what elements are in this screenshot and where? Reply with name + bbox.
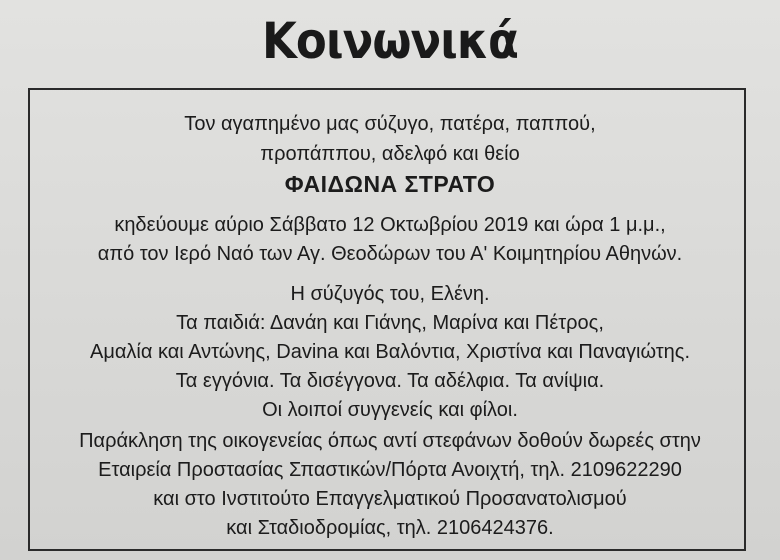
intro-line-2: προπάππου, αδελφό και θείο bbox=[260, 143, 520, 165]
family-wife: Η σύζυγός του, Ελένη. bbox=[290, 283, 490, 305]
family-grandchildren: Τα εγγόνια. Τα δισέγγονα. Τα αδέλφια. Τα ανίψια. bbox=[175, 370, 605, 392]
funeral-line-1: κηδεύουμε αύριο Σάββατο 12 Οκτωβρίου 2019 και ώρα 1 μ.μ., bbox=[114, 214, 666, 236]
deceased-name: ΦΑΙΔΩΝΑ ΣΤΡΑΤΟ bbox=[284, 171, 496, 197]
intro-line-1: Τον αγαπημένο μας σύζυγο, πατέρα, παππού, bbox=[184, 113, 596, 135]
family-relatives: Οι λοιποί συγγενείς και φίλοι. bbox=[262, 399, 518, 421]
request-line-1: Παράκληση της οικογενείας όπως αντί στεφάνων δοθούν δωρεές στην bbox=[79, 430, 701, 452]
section-title: Κοινωνικά bbox=[261, 12, 519, 70]
request-line-2: Εταιρεία Προστασίας Σπαστικών/Πόρτα Ανοιχτή, τηλ. 2109622290 bbox=[98, 459, 682, 481]
request-line-3: και στο Ινστιτούτο Επαγγελματικού Προσανατολισμού bbox=[153, 488, 627, 510]
request-line-4: και Σταδιοδρομίας, τηλ. 2106424376. bbox=[226, 517, 554, 539]
family-children-1: Τα παιδιά: Δανάη και Γιάνης, Μαρίνα και Πέτρος, bbox=[176, 312, 604, 334]
family-children-2: Αμαλία και Αντώνης, Davina και Βαλόντια, Χριστίνα και Παναγιώτης. bbox=[89, 341, 690, 363]
funeral-line-2: από τον Ιερό Ναό των Αγ. Θεοδώρων του Α' Κοιμητηρίου Αθηνών. bbox=[97, 243, 683, 265]
